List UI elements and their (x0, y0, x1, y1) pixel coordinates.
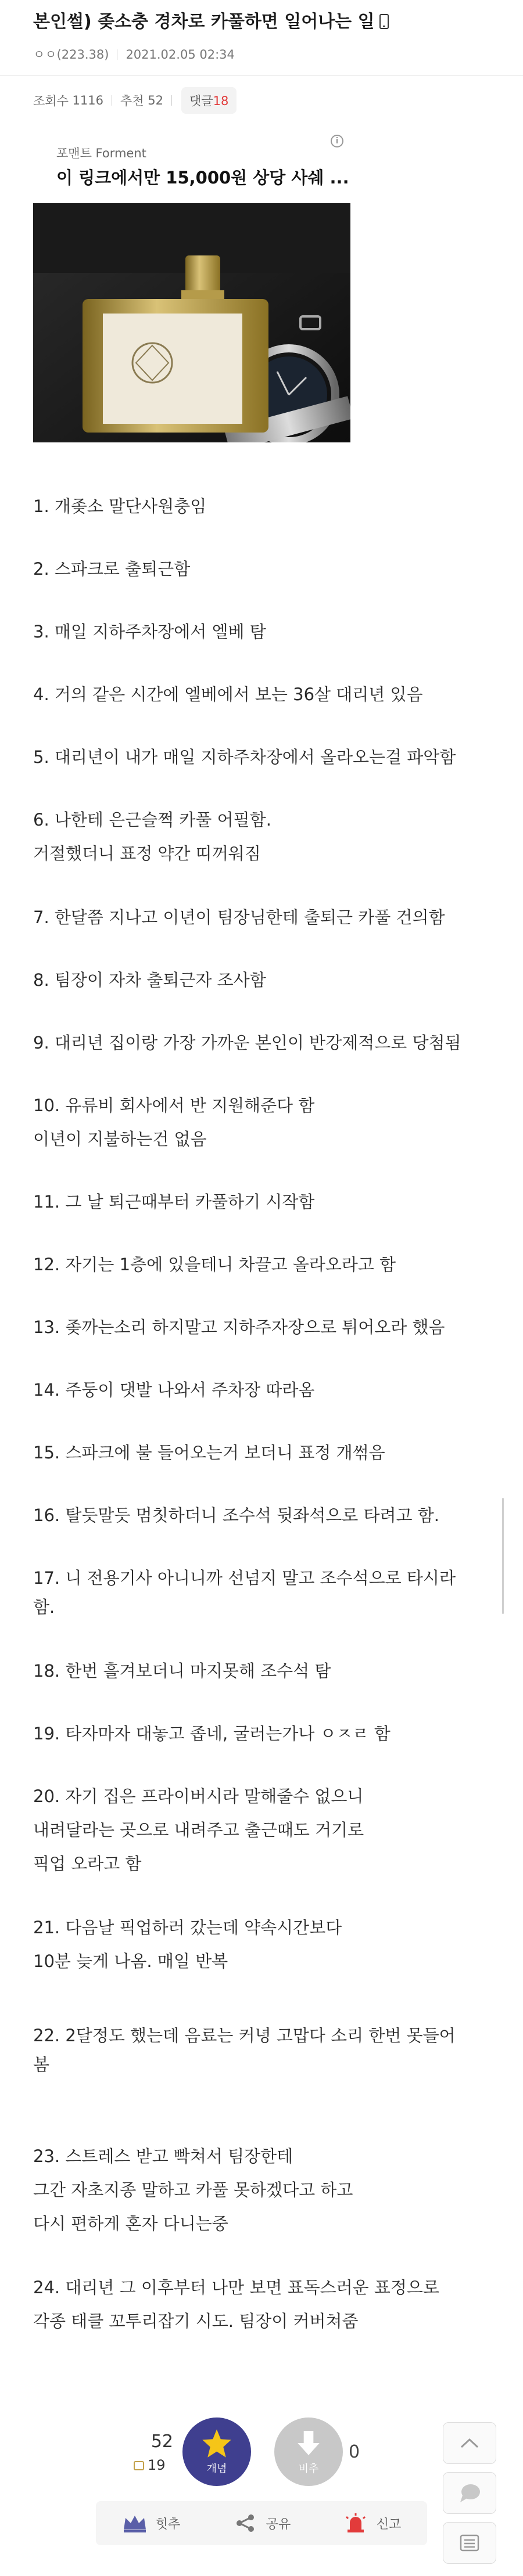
report-button[interactable] (343, 2513, 402, 2533)
list-icon (460, 2534, 479, 2552)
crown-icon (122, 2513, 148, 2533)
share-button[interactable] (232, 2513, 291, 2533)
body-line: 1. 개좆소 말단사원충임 (33, 496, 207, 516)
recommend-label: 추천 (120, 94, 144, 108)
body-line: 6. 나한테 은근슬쩍 카풀 어필함. (33, 810, 271, 830)
scroll-indicator[interactable] (502, 1498, 504, 1614)
list-button[interactable] (443, 2522, 496, 2564)
downvote-count: 0 (349, 2442, 360, 2462)
post-date: 2021.02.05 02:34 (126, 48, 235, 62)
arrow-down-icon (294, 2428, 323, 2458)
action-bar (96, 2501, 427, 2545)
upvote-button[interactable] (182, 2418, 251, 2486)
stats-divider (171, 95, 172, 106)
share-icon (232, 2513, 258, 2533)
body-line: 17. 니 전용기사 아니니까 선넘지 말고 조수석으로 타시라 (33, 1568, 456, 1588)
upvote-label: 개념 (206, 2463, 227, 2475)
recommend-count: 52 (148, 93, 163, 107)
body-line: 7. 한달쯤 지나고 이년이 팀장님한테 출퇴근 카풀 건의함 (33, 907, 445, 927)
views-count: 1116 (72, 93, 103, 107)
body-line: 9. 대리년 집이랑 가장 가까운 본인이 반강제적으로 당첨됨 (33, 1033, 461, 1053)
body-line: 16. 탈듯말듯 멈칫하더니 조수석 뒷좌석으로 타려고 함. (33, 1505, 439, 1525)
body-line: 봄 (33, 2055, 50, 2074)
post-meta (33, 45, 235, 63)
chevron-up-icon (460, 2437, 479, 2449)
body-line: 4. 거의 같은 시간에 엘베에서 보는 36살 대리년 있음 (33, 684, 423, 704)
ad-text-area[interactable] (33, 129, 350, 203)
ad-headline[interactable]: 이 링크에서만 15,000원 상당 사쉐 ... (56, 168, 349, 188)
body-line: 5. 대리년이 내가 매일 지하주차장에서 올라오는걸 파악함 (33, 747, 456, 767)
speech-bubble-icon (458, 2483, 481, 2503)
body-line: 12. 자기는 1층에 있을테니 차끌고 올라오라고 함 (33, 1255, 396, 1274)
mobile-phone-icon (379, 14, 389, 29)
comment-icon (134, 2461, 144, 2470)
body-line: 24. 대리년 그 이후부터 나만 보면 표독스러운 표정으로 (33, 2278, 439, 2297)
body-line: 그간 자초지종 말하고 카풀 못하겠다고 하고 (33, 2180, 353, 2200)
star-icon (201, 2428, 232, 2458)
reply-badge[interactable] (181, 87, 237, 114)
body-line: 내려달라는 곳으로 내려주고 출근때도 거기로 (33, 1820, 364, 1840)
comment-button[interactable] (443, 2472, 496, 2514)
body-line: 8. 팀장이 자차 출퇴근자 조사함 (33, 970, 266, 990)
reply-count: 18 (213, 94, 229, 108)
body-line: 거절했더니 표정 약간 띠꺼워짐 (33, 844, 261, 863)
upvote-count: 52 (151, 2431, 173, 2452)
body-line: 21. 다음날 픽업하러 갔는데 약속시간보다 (33, 1918, 342, 1937)
body-line: 함. (33, 1597, 55, 1617)
report-label: 신고 (376, 2517, 402, 2532)
body-line: 이년이 지불하는건 없음 (33, 1129, 207, 1149)
comment-count (134, 2457, 166, 2473)
downvote-button[interactable] (274, 2418, 343, 2486)
body-line: 10분 늦게 나옴. 매일 반복 (33, 1951, 228, 1971)
body-line: 18. 한번 흘겨보더니 마지못해 조수석 탐 (33, 1661, 331, 1681)
body-line: 13. 좆까는소리 하지말고 지하주자장으로 튀어오라 했음 (33, 1317, 445, 1337)
post-title (33, 7, 389, 33)
header-divider (0, 75, 523, 76)
post-stats (33, 87, 237, 114)
share-label: 공유 (266, 2517, 291, 2532)
body-line: 23. 스트레스 받고 빡쳐서 팀장한테 (33, 2146, 293, 2166)
author[interactable]: ㅇㅇ(223.38) (33, 48, 109, 62)
views-label: 조회수 (33, 94, 69, 108)
comment-count-value: 19 (148, 2457, 166, 2473)
ad-info-icon[interactable]: i (331, 135, 343, 147)
body-line: 2. 스파크로 출퇴근함 (33, 559, 191, 579)
body-line: 각종 태클 꼬투리잡기 시도. 팀장이 커버쳐줌 (33, 2311, 359, 2331)
body-line: 19. 타자마자 대놓고 좁네, 굴러는가나 ㅇㅈㄹ 함 (33, 1724, 391, 1743)
body-line: 20. 자기 집은 프라이버시라 말해줄수 없으니 (33, 1786, 364, 1806)
ad-brand: 포맨트 Forment (56, 146, 146, 160)
body-line: 15. 스파크에 불 들어오는거 보더니 표정 개썪음 (33, 1443, 385, 1462)
body-line: 14. 주둥이 댓발 나와서 주차장 따라옴 (33, 1380, 315, 1400)
hit-recommend-button[interactable] (122, 2513, 181, 2533)
body-line: 픽업 오라고 함 (33, 1854, 142, 1874)
body-line: 다시 편하게 혼자 다니는중 (33, 2214, 228, 2233)
body-line: 11. 그 날 퇴근때부터 카풀하기 시작함 (33, 1192, 315, 1212)
hit-recommend-label: 힛추 (155, 2517, 181, 2532)
downvote-label: 비추 (298, 2463, 319, 2475)
body-line: 3. 매일 지하주차장에서 엘베 탐 (33, 622, 266, 642)
body-line: 10. 유류비 회사에서 반 지원해준다 함 (33, 1096, 315, 1115)
scroll-top-button[interactable] (443, 2422, 496, 2464)
body-line: 22. 2달정도 했는데 음료는 커녕 고맙다 소리 한번 못들어 (33, 2026, 456, 2045)
reply-label: 댓글 (189, 94, 213, 108)
post-title-text: 본인썰) 좆소충 경차로 카풀하면 일어나는 일 (33, 12, 375, 32)
ad-banner[interactable] (33, 129, 350, 442)
siren-icon (343, 2513, 368, 2533)
perfume-image (33, 203, 350, 442)
